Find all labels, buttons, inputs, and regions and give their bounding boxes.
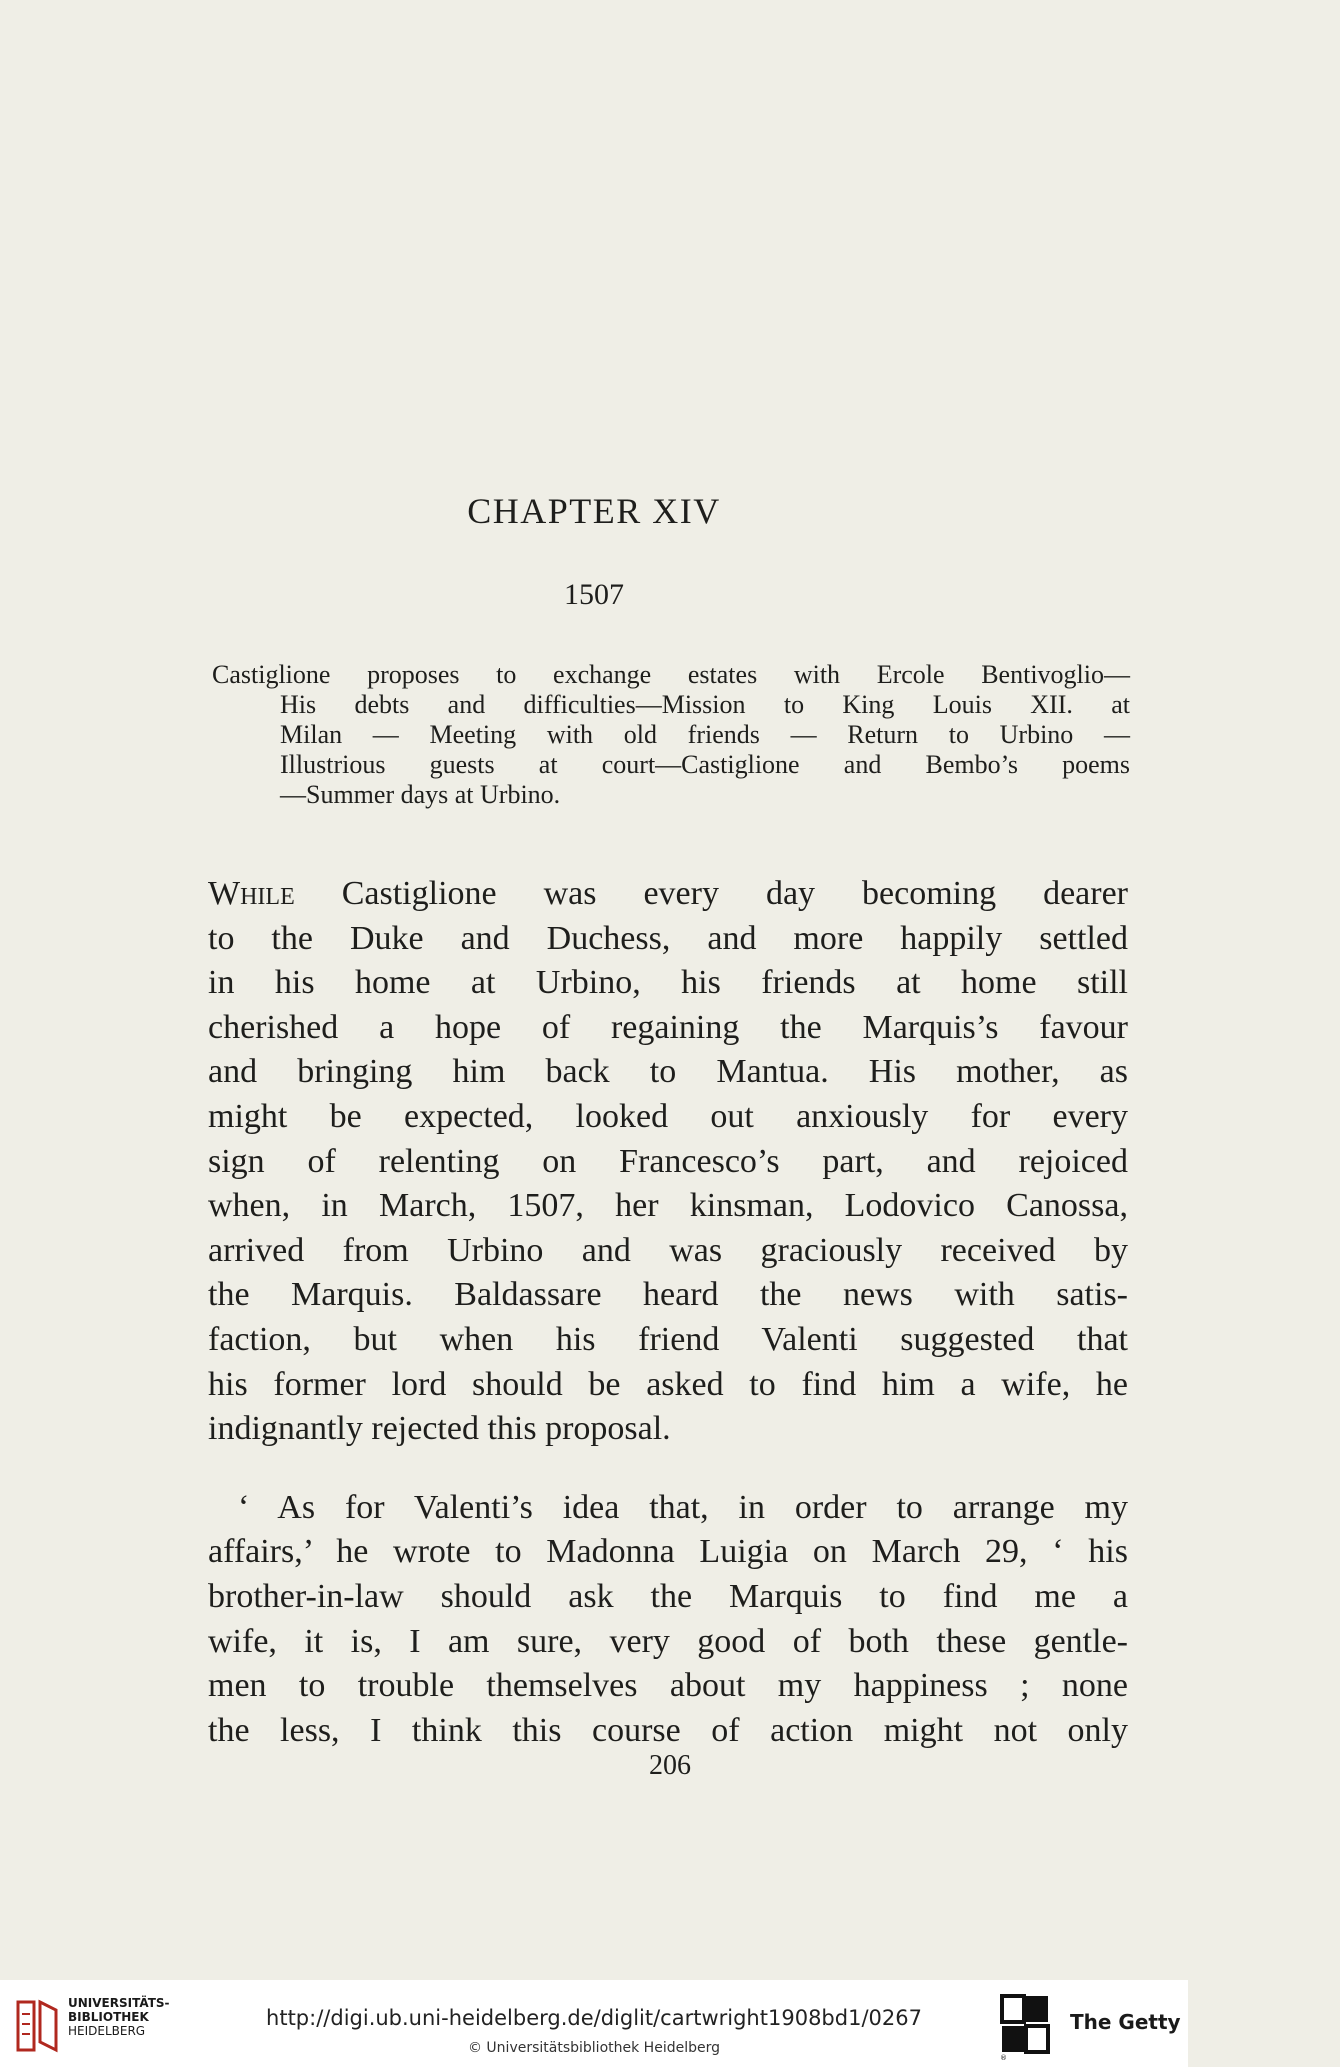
text-line: the Marquis. Baldassare heard the news with satis- (208, 1276, 1128, 1314)
text-line: affairs,’ he wrote to Madonna Luigia on March 29, ‘ his (208, 1533, 1128, 1571)
text-line: when, in March, 1507, her kinsman, Lodovico Canossa, (208, 1187, 1128, 1225)
copyright-notice: © Universitätsbibliothek Heidelberg (467, 2040, 720, 2056)
text-line: arrived from Urbino and was graciously received by (208, 1231, 1128, 1269)
body-text (208, 872, 1128, 1753)
summary-line: Illustrious guests at court—Castiglione and Bembo’s poems (280, 750, 1130, 779)
text-line: to the Duke and Duchess, and more happily settled (208, 919, 1128, 957)
text-line: men to trouble themselves about my happiness ; none (208, 1667, 1128, 1705)
chapter-summary (212, 660, 1130, 810)
chapter-title: CHAPTER XIV (467, 491, 721, 531)
text-line: faction, but when his friend Valenti suggested that (208, 1320, 1128, 1358)
text-line: indignantly rejected this proposal. (208, 1410, 671, 1448)
text-line: cherished a hope of regaining the Marquis’s favour (208, 1008, 1128, 1046)
getty-logo-icon (1000, 1994, 1050, 2062)
text-line: wife, it is, I am sure, very good of both these gentle- (208, 1622, 1128, 1660)
institution-line: BIBLIOTHEK (68, 2010, 149, 2024)
first-line-rest: Castiglione was every day becoming dearer (294, 875, 1128, 912)
summary-line: Milan — Meeting with old friends — Return to Urbino — (280, 720, 1130, 749)
paragraph (208, 872, 1128, 1452)
partner-name: The Getty (1070, 2010, 1181, 2034)
text-line: his former lord should be asked to find him a wife, he (208, 1365, 1128, 1403)
permalink-url[interactable]: http://digi.ub.uni-heidelberg.de/diglit/cartwright1908bd1/0267 (266, 2006, 922, 2030)
text-line: the less, I think this course of action might not only (208, 1711, 1128, 1749)
text-line: and bringing him back to Mantua. His mother, as (208, 1053, 1128, 1091)
text-line (208, 872, 1128, 917)
summary-line: Castiglione proposes to exchange estates with Ercole Bentivoglio— (212, 660, 1130, 689)
institution-line: HEIDELBERG (68, 2024, 146, 2038)
text-line: ‘ As for Valenti’s idea that, in order to arrange my (238, 1488, 1128, 1526)
summary-line: —Summer days at Urbino. (280, 780, 561, 809)
institution-line: UNIVERSITÄTS- (68, 1996, 170, 2010)
page-number: 206 (649, 1750, 691, 1781)
text-line: brother-in-law should ask the Marquis to find me a (208, 1577, 1128, 1615)
footer-bar (0, 1980, 1188, 2067)
text-line: in his home at Urbino, his friends at home still (208, 964, 1128, 1002)
paragraph (208, 1486, 1128, 1754)
text-line: sign of relenting on Francesco’s part, and rejoiced (208, 1142, 1128, 1180)
getty-registered-mark: ® (1000, 2054, 1007, 2062)
text-line: might be expected, looked out anxiously for every (208, 1097, 1128, 1135)
summary-line: His debts and difficulties—Mission to King Louis XII. at (280, 690, 1130, 719)
chapter-year: 1507 (564, 578, 624, 611)
drop-word: While (208, 875, 295, 912)
